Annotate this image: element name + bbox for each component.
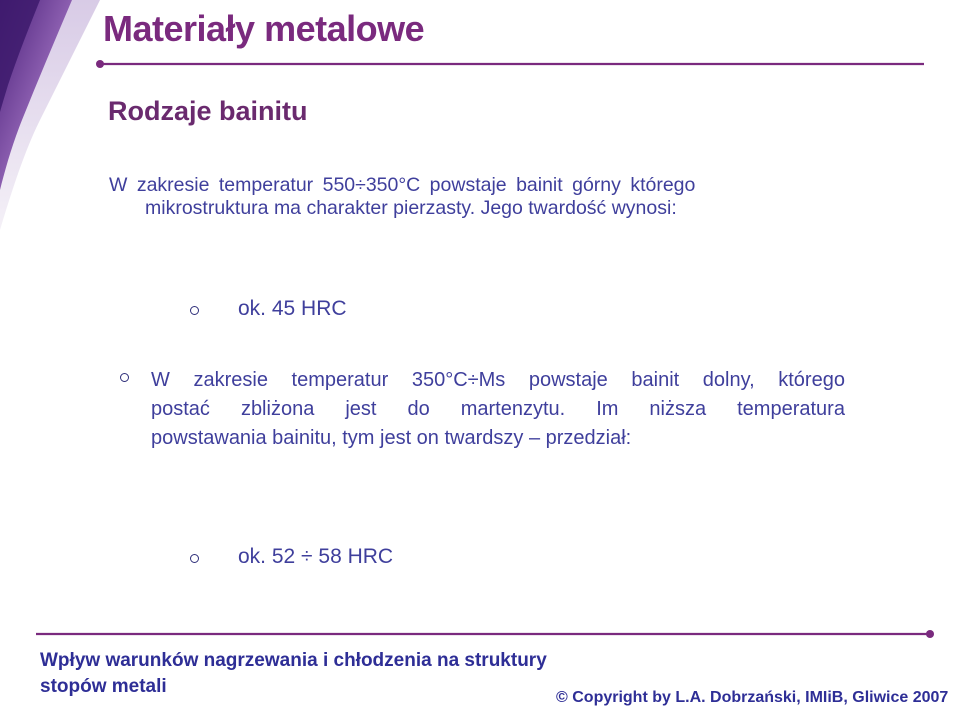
word: którego	[778, 369, 845, 391]
paragraph-line	[109, 174, 849, 197]
word: zbliżona	[240, 398, 315, 420]
word: powstaje	[429, 174, 507, 196]
paragraph-line	[151, 395, 845, 424]
word: postać	[151, 398, 210, 420]
paragraph-line	[151, 366, 845, 395]
paragraph-line: mikrostruktura ma charakter pierzasty. Jego twardość wynosi:	[145, 197, 677, 219]
word: zakresie	[136, 174, 210, 196]
word: martenzytu.	[460, 398, 566, 420]
paragraph-upper-bainite	[109, 174, 849, 220]
slide-title: Materiały metalowe	[103, 8, 425, 49]
bottom-divider	[36, 628, 936, 640]
hardness-upper-bainite: ok. 45 HRC	[238, 297, 347, 320]
ring-bullet-icon	[190, 554, 199, 563]
word: temperatur	[218, 174, 314, 196]
word: górny	[572, 174, 621, 196]
word: 350°C÷Ms	[411, 369, 506, 391]
word: zakresie	[193, 369, 268, 391]
word: bainit	[516, 174, 563, 196]
word: temperatura	[737, 398, 845, 420]
section-subtitle: Rodzaje bainitu	[108, 96, 308, 126]
paragraph-line: powstawania bainitu, tym jest on twardszy – przedział:	[151, 427, 632, 449]
footer-title-line: Wpływ warunków nagrzewania i chłodzenia na struktury	[40, 650, 547, 671]
word: W	[151, 369, 170, 391]
word: temperatur	[291, 369, 389, 391]
word: 550÷350°C	[322, 174, 421, 196]
ring-bullet-icon	[190, 306, 199, 315]
decorative-corner-icon	[0, 0, 100, 230]
word: powstaje	[528, 369, 608, 391]
ring-bullet-icon	[120, 373, 129, 382]
word: jest	[345, 398, 377, 420]
copyright-notice: © Copyright by L.A. Dobrzański, IMIiB, Gliwice 2007	[556, 689, 949, 706]
top-divider	[94, 58, 924, 70]
footer-title	[40, 648, 640, 700]
word: do	[407, 398, 430, 420]
hardness-lower-bainite: ok. 52 ÷ 58 HRC	[238, 545, 394, 568]
word: dolny,	[702, 369, 755, 391]
word: W	[109, 174, 128, 196]
word: którego	[630, 174, 696, 196]
paragraph-lower-bainite	[151, 366, 845, 453]
word: bainit	[631, 369, 680, 391]
word: niższa	[649, 398, 707, 420]
word: Im	[596, 398, 619, 420]
footer-title-line: stopów metali	[40, 676, 167, 697]
